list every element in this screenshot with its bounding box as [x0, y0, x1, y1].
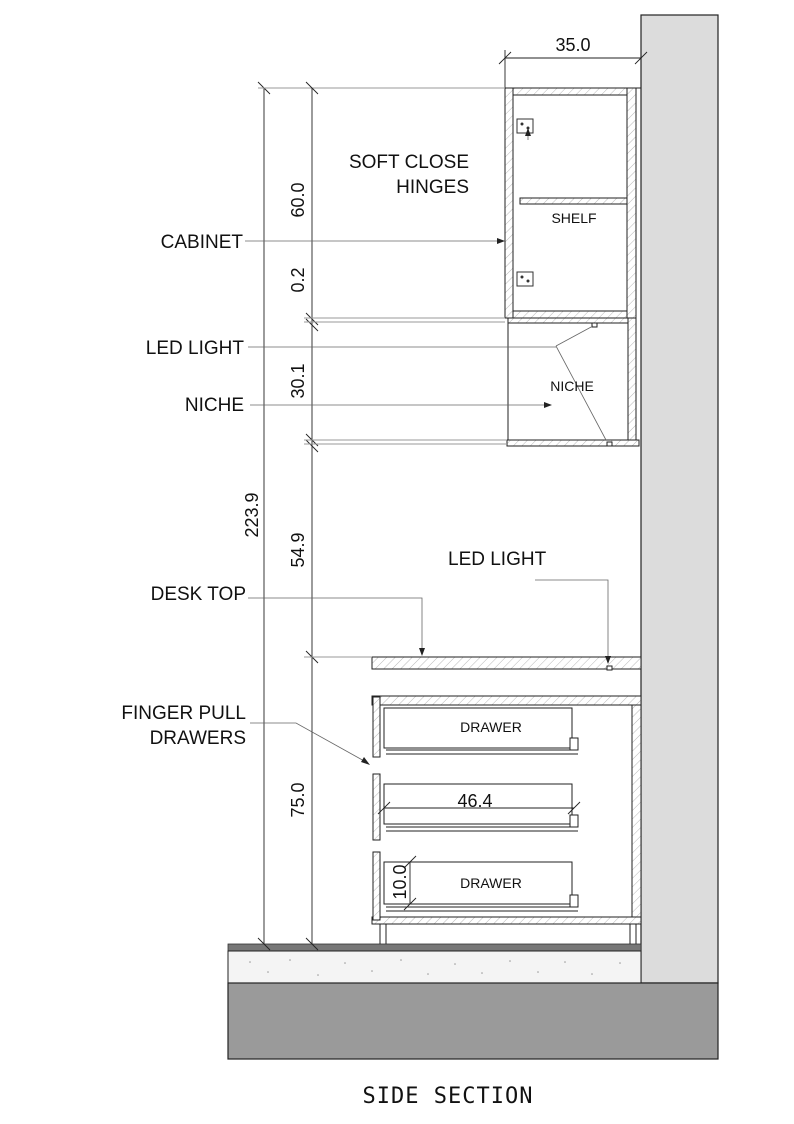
hinge-top-icon [517, 119, 533, 133]
dim-desk-height: 75.0 [288, 782, 308, 818]
label-drawer-bottom: DRAWER [460, 875, 522, 891]
dim-depth-cabinet: 35.0 [555, 35, 591, 55]
label-drawer-top: DRAWER [460, 719, 522, 735]
floor-finish [228, 944, 641, 951]
led-strip-niche [607, 442, 612, 446]
label-niche-inner: NICHE [550, 378, 594, 394]
floor-screed [228, 951, 641, 983]
label-led-light-upper: LED LIGHT [145, 338, 244, 359]
desk-top [372, 657, 641, 669]
dim-drawer-height: 10.0 [390, 864, 410, 900]
dim-height-total: 223.9 [242, 492, 262, 538]
label-niche: NICHE [184, 395, 244, 416]
hinge-bottom-icon [517, 272, 533, 286]
label-cabinet: CABINET [160, 232, 243, 253]
dim-height-niche: 30.1 [288, 363, 308, 399]
label-finger-pull: FINGER PULL [121, 703, 246, 724]
led-strip-desk [607, 666, 612, 670]
label-soft-close: SOFT CLOSE [348, 152, 469, 173]
dim-desk-clearance: 54.9 [288, 532, 308, 568]
label-hinges: HINGES [396, 177, 469, 198]
label-led-light-lower: LED LIGHT [448, 549, 547, 570]
dim-gap: 0.2 [288, 267, 308, 293]
dim-drawer-depth: 46.4 [457, 791, 493, 811]
dim-height-cabinet: 60.0 [288, 182, 308, 218]
floor-slab [228, 983, 718, 1059]
label-shelf: SHELF [551, 210, 597, 226]
drawing-title: SIDE SECTION [362, 1084, 534, 1109]
wall [641, 15, 718, 983]
label-drawers: DRAWERS [149, 728, 246, 749]
label-desk-top: DESK TOP [150, 584, 246, 605]
